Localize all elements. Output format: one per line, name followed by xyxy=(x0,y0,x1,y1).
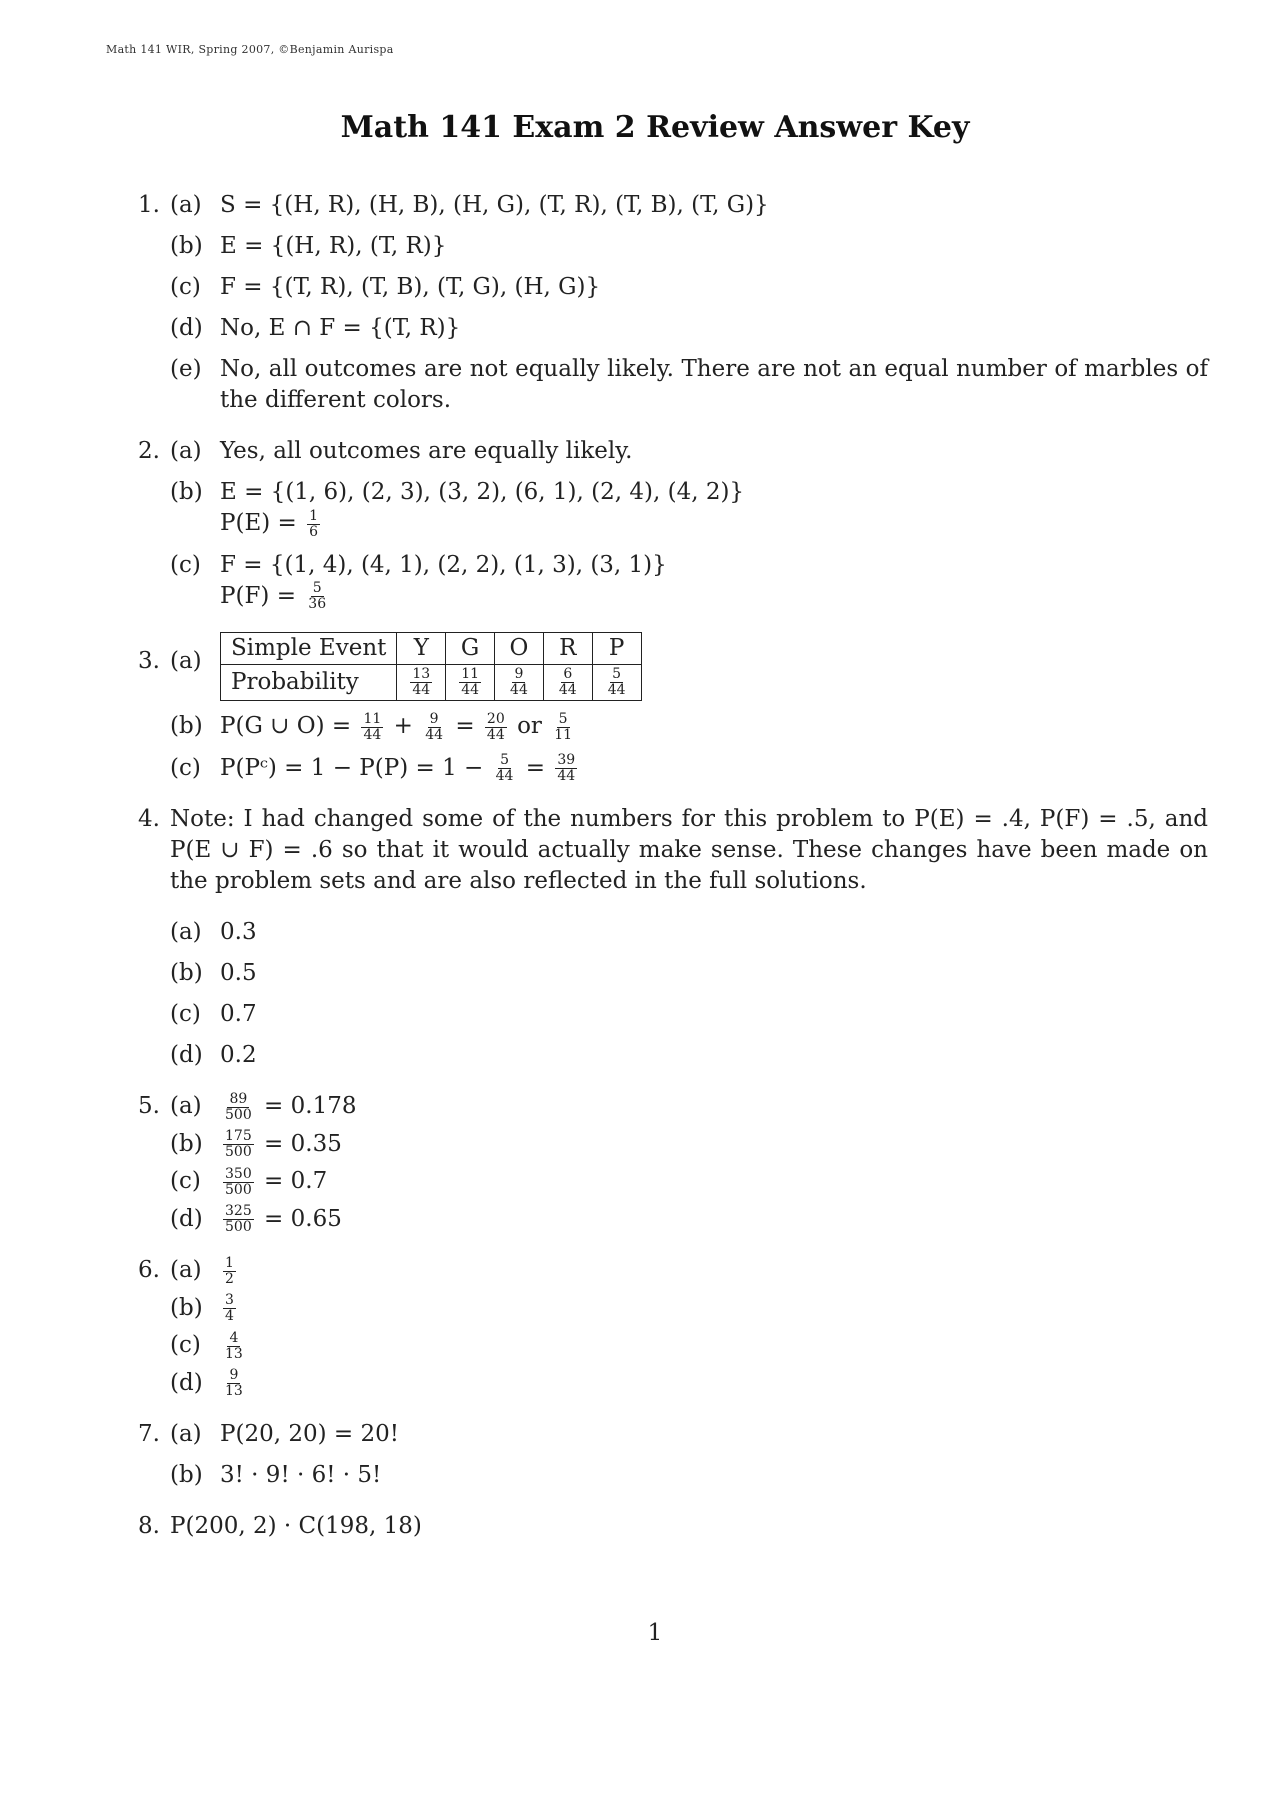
answer-text: 3! · 9! · 6! · 5! xyxy=(220,1462,382,1488)
part-4a xyxy=(170,917,1208,948)
part-label: (c) xyxy=(170,551,201,578)
part-5a xyxy=(170,1091,1208,1123)
part-label: (b) xyxy=(170,1294,203,1321)
part-5b xyxy=(170,1129,1208,1161)
numerator: 9 xyxy=(229,1367,239,1383)
problem-7 xyxy=(138,1419,1208,1491)
numerator: 5 xyxy=(500,752,509,768)
part-6c xyxy=(170,1330,1208,1362)
fraction xyxy=(410,667,432,698)
denominator: 44 xyxy=(425,726,444,743)
fraction xyxy=(508,667,530,698)
fraction xyxy=(557,667,579,698)
answer-result: = 0.178 xyxy=(264,1093,357,1119)
conjunction: or xyxy=(517,713,542,739)
probability-line xyxy=(220,581,1208,613)
part-label: (c) xyxy=(170,274,201,300)
part-label: (a) xyxy=(170,1093,202,1119)
probability-prefix: P(F) = xyxy=(220,582,296,609)
answer-text: E = {(H, R), (T, R)} xyxy=(220,233,447,259)
answer-text: Yes, all outcomes are equally likely. xyxy=(220,438,633,464)
probability-prefix: P(E) = xyxy=(220,510,297,536)
denominator: 44 xyxy=(510,682,528,698)
part-label: (a) xyxy=(170,1421,202,1447)
numerator: 11 xyxy=(363,710,382,727)
probability-table xyxy=(220,632,642,701)
part-7b xyxy=(170,1460,1208,1491)
numerator: 325 xyxy=(225,1203,252,1219)
answer-text: S = {(H, R), (H, B), (H, G), (T, R), (T, B), (T, G)} xyxy=(220,192,769,218)
answer-result: = 0.65 xyxy=(264,1205,342,1232)
part-7a xyxy=(170,1419,1208,1450)
problem-number: 4. xyxy=(138,806,160,832)
answer-text: No, E ∩ F = {(T, R)} xyxy=(220,315,461,341)
problem-number: 8. xyxy=(138,1513,160,1539)
problem-number: 1. xyxy=(138,192,160,218)
denominator: 13 xyxy=(225,1345,243,1362)
part-1b xyxy=(170,231,1208,262)
part-4b xyxy=(170,958,1208,989)
numerator: 20 xyxy=(486,710,505,727)
denominator: 44 xyxy=(412,682,431,698)
part-label: (c) xyxy=(170,1001,201,1027)
row-header: Simple Event xyxy=(221,633,397,665)
part-1a xyxy=(170,190,1208,221)
table-cell: R xyxy=(543,633,592,665)
problem-1 xyxy=(138,190,1208,416)
numerator: 11 xyxy=(461,666,480,682)
fraction xyxy=(459,667,481,698)
part-2b xyxy=(170,477,1208,540)
part-6a xyxy=(170,1255,1208,1287)
row-header: Probability xyxy=(221,665,397,701)
fraction xyxy=(361,712,383,743)
fraction xyxy=(494,753,516,784)
part-4c xyxy=(170,999,1208,1030)
part-6d xyxy=(170,1368,1208,1400)
answer-list xyxy=(138,190,1208,1562)
table-cell xyxy=(495,665,544,701)
part-label: (b) xyxy=(170,713,203,739)
table-cell xyxy=(543,665,592,701)
part-label: (e) xyxy=(170,356,202,382)
numerator: 350 xyxy=(225,1165,252,1182)
answer-text: 0.2 xyxy=(220,1042,257,1068)
numerator: 1 xyxy=(225,1254,234,1271)
problem-8 xyxy=(138,1511,1208,1542)
problem-number: 2. xyxy=(138,438,160,464)
answer-text: 0.7 xyxy=(220,1001,257,1027)
denominator: 44 xyxy=(557,768,576,784)
part-label: (b) xyxy=(170,479,203,505)
numerator: 39 xyxy=(557,752,576,768)
problem-number: 6. xyxy=(138,1257,160,1283)
part-1c xyxy=(170,272,1208,303)
operator: = xyxy=(455,713,475,739)
denominator: 500 xyxy=(225,1106,252,1123)
part-5c xyxy=(170,1166,1208,1198)
part-4d xyxy=(170,1040,1208,1071)
table-cell: G xyxy=(446,633,495,665)
numerator: 13 xyxy=(412,666,431,682)
denominator: 500 xyxy=(225,1181,252,1198)
fraction xyxy=(552,712,574,743)
table-cell: P xyxy=(592,633,641,665)
fraction xyxy=(423,712,445,743)
fraction xyxy=(223,1368,245,1399)
operator: + xyxy=(393,713,413,739)
numerator: 9 xyxy=(514,666,524,682)
answer-text: No, all outcomes are not equally likely. There are not an equal number of marbles of the different colors. xyxy=(220,356,1208,413)
numerator: 1 xyxy=(309,507,319,524)
fraction xyxy=(307,509,320,540)
part-label: (b) xyxy=(170,1130,203,1157)
fraction xyxy=(223,1167,254,1198)
expression-prefix: P(Pᶜ) = 1 − P(P) = 1 − xyxy=(220,754,484,781)
fraction xyxy=(555,753,577,784)
problem-5 xyxy=(138,1091,1208,1235)
answer-text: P(200, 2) · C(198, 18) xyxy=(170,1513,422,1539)
denominator: 13 xyxy=(225,1383,243,1399)
denominator: 500 xyxy=(225,1219,252,1235)
denominator: 44 xyxy=(363,726,382,743)
part-1d xyxy=(170,313,1208,344)
fraction xyxy=(223,1092,254,1123)
problem-number: 5. xyxy=(138,1093,160,1119)
denominator: 11 xyxy=(554,726,573,743)
numerator: 175 xyxy=(225,1128,252,1144)
part-1e xyxy=(170,354,1208,416)
fraction xyxy=(223,1331,245,1362)
problem-6 xyxy=(138,1255,1208,1399)
denominator: 36 xyxy=(308,596,327,612)
part-label: (c) xyxy=(170,1332,201,1358)
denominator: 6 xyxy=(309,523,319,540)
fraction xyxy=(485,712,507,743)
expression-prefix: P(G ∪ O) = xyxy=(220,713,352,739)
numerator: 3 xyxy=(225,1292,234,1308)
part-2a xyxy=(170,436,1208,467)
part-label: (d) xyxy=(170,1205,203,1232)
answer-result: = 0.7 xyxy=(264,1168,328,1194)
probability-line xyxy=(220,508,1208,540)
fraction xyxy=(306,581,328,612)
denominator: 44 xyxy=(461,682,480,698)
fraction xyxy=(606,667,628,698)
part-label: (b) xyxy=(170,1462,203,1488)
part-label: (b) xyxy=(170,233,203,259)
numerator: 4 xyxy=(229,1329,239,1346)
answer-text: F = {(T, R), (T, B), (T, G), (H, G)} xyxy=(220,274,601,300)
page-header: Math 141 WIR, Spring 2007, ©Benjamin Aurispa xyxy=(106,43,394,56)
fraction xyxy=(223,1293,236,1324)
part-6b xyxy=(170,1293,1208,1325)
part-label: (a) xyxy=(170,1257,202,1283)
denominator: 44 xyxy=(607,682,626,698)
part-5d xyxy=(170,1204,1208,1236)
part-label: (c) xyxy=(170,1168,201,1194)
problem-2 xyxy=(138,436,1208,612)
part-3c xyxy=(170,753,1208,785)
table-cell xyxy=(592,665,641,701)
part-label: (c) xyxy=(170,754,201,781)
operator: = xyxy=(525,754,546,781)
table-cell: O xyxy=(495,633,544,665)
part-label: (d) xyxy=(170,1369,203,1396)
table-row xyxy=(221,633,642,665)
numerator: 5 xyxy=(312,580,322,596)
denominator: 2 xyxy=(225,1270,234,1287)
table-cell xyxy=(397,665,446,701)
part-2c xyxy=(170,550,1208,613)
answer-result: = 0.35 xyxy=(264,1130,342,1157)
denominator: 44 xyxy=(495,768,514,784)
fraction xyxy=(223,1129,254,1160)
numerator: 5 xyxy=(612,666,622,682)
part-label: (d) xyxy=(170,315,203,341)
part-label: (a) xyxy=(170,192,202,218)
denominator: 44 xyxy=(486,726,505,743)
table-cell: Y xyxy=(397,633,446,665)
part-3a xyxy=(170,632,1208,701)
part-label: (a) xyxy=(170,438,202,464)
fraction xyxy=(223,1204,254,1235)
page-number: 1 xyxy=(647,1620,663,1646)
answer-text: 0.5 xyxy=(220,960,257,986)
answer-text: F = {(1, 4), (4, 1), (2, 2), (1, 3), (3, 1)} xyxy=(220,551,667,578)
page-title: Math 141 Exam 2 Review Answer Key xyxy=(340,110,970,145)
part-label: (d) xyxy=(170,1042,203,1068)
part-label: (a) xyxy=(170,648,202,674)
denominator: 500 xyxy=(225,1144,252,1160)
answer-text: P(20, 20) = 20! xyxy=(220,1421,399,1447)
part-label: (b) xyxy=(170,960,203,986)
answer-text: 0.3 xyxy=(220,919,257,945)
numerator: 89 xyxy=(229,1090,248,1107)
part-3b xyxy=(170,711,1208,743)
numerator: 6 xyxy=(563,666,573,682)
problem-number: 3. xyxy=(138,648,160,674)
table-row xyxy=(221,665,642,701)
denominator: 44 xyxy=(558,682,577,698)
table-cell xyxy=(446,665,495,701)
part-label: (a) xyxy=(170,919,202,945)
numerator: 5 xyxy=(558,710,568,727)
problem-4 xyxy=(138,804,1208,1071)
numerator: 9 xyxy=(429,710,439,727)
problem-number: 7. xyxy=(138,1421,160,1447)
problem-3 xyxy=(138,632,1208,784)
denominator: 4 xyxy=(225,1308,234,1324)
problem-note: Note: I had changed some of the numbers for this problem to P(E) = .4, P(F) = .5, and P(E ∪ F) = .6 so that it would actually make sense. These changes have been made on the problem sets and are also reflected in the full solutions. xyxy=(170,806,1208,894)
answer-text: E = {(1, 6), (2, 3), (3, 2), (6, 1), (2, 4), (4, 2)} xyxy=(220,479,745,505)
fraction xyxy=(223,1256,236,1287)
